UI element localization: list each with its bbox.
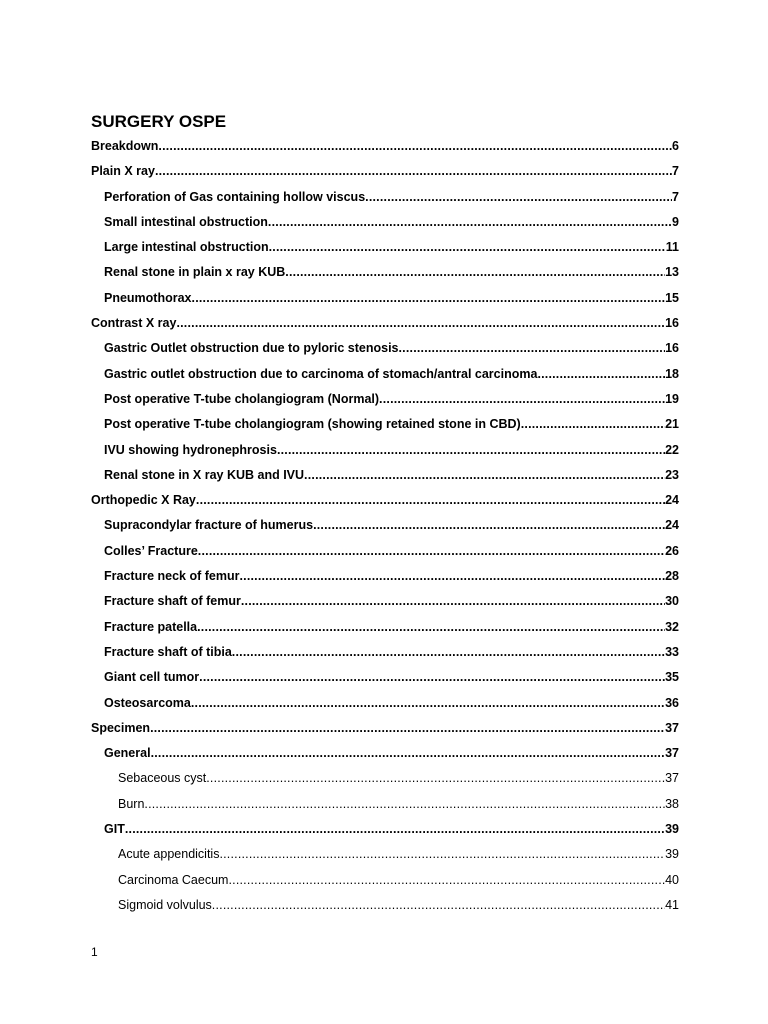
toc-entry-label: Pneumothorax <box>104 290 192 305</box>
toc-entry-label: Osteosarcoma <box>104 695 191 710</box>
toc-entry-page: 23 <box>665 467 679 482</box>
toc-entry-label: Sebaceous cyst <box>118 771 207 786</box>
dot-leader <box>158 134 672 159</box>
dot-leader <box>212 893 665 918</box>
toc-entry-page: 15 <box>665 290 679 305</box>
toc-entry[interactable] <box>91 185 679 210</box>
toc-entry-label: Fracture shaft of tibia <box>104 644 232 659</box>
table-of-contents <box>91 110 679 918</box>
toc-entry-label: Perforation of Gas containing hollow viscus <box>104 189 366 204</box>
toc-entry-page: 18 <box>665 366 679 381</box>
dot-leader <box>365 185 672 210</box>
toc-entry[interactable] <box>91 792 679 817</box>
dot-leader <box>196 488 665 513</box>
dot-leader <box>199 665 665 690</box>
toc-entry-label: Sigmoid volvulus <box>118 897 212 912</box>
toc-list <box>91 134 679 918</box>
dot-leader <box>192 286 666 311</box>
dot-leader <box>144 792 665 817</box>
toc-entry-page: 30 <box>665 594 679 609</box>
toc-entry-page: 37 <box>665 746 679 761</box>
dot-leader <box>197 615 665 640</box>
toc-entry-label: Renal stone in plain x ray KUB <box>104 265 286 280</box>
toc-entry-label: Small intestinal obstruction <box>104 214 268 229</box>
dot-leader <box>228 868 665 893</box>
toc-entry-label: Contrast X ray <box>91 316 177 331</box>
toc-entry[interactable] <box>91 412 679 437</box>
toc-entry-page: 7 <box>672 164 679 179</box>
toc-entry-label: Fracture neck of femur <box>104 569 240 584</box>
toc-entry-page: 32 <box>665 619 679 634</box>
toc-entry[interactable] <box>91 716 679 741</box>
dot-leader <box>125 817 665 842</box>
toc-entry-label: Post operative T-tube cholangiogram (showing retained stone in CBD) <box>104 417 521 432</box>
dot-leader <box>206 766 665 791</box>
toc-entry-page: 16 <box>665 316 679 331</box>
toc-entry-label: Plain X ray <box>91 164 155 179</box>
dot-leader <box>313 513 665 538</box>
toc-entry[interactable] <box>91 868 679 893</box>
toc-entry-page: 37 <box>665 771 679 786</box>
document-title: SURGERY OSPE <box>91 112 227 131</box>
toc-entry[interactable] <box>91 817 679 842</box>
toc-entry[interactable] <box>91 640 679 665</box>
toc-entry-label: Giant cell tumor <box>104 670 200 685</box>
toc-entry[interactable] <box>91 513 679 538</box>
dot-leader <box>269 235 666 260</box>
dot-leader <box>191 691 665 716</box>
toc-entry-label: Acute appendicitis <box>118 847 220 862</box>
toc-entry[interactable] <box>91 438 679 463</box>
toc-entry-page: 28 <box>665 569 679 584</box>
toc-entry-label: Orthopedic X Ray <box>91 493 196 508</box>
toc-entry[interactable] <box>91 564 679 589</box>
toc-entry-page: 21 <box>665 417 679 432</box>
toc-entry-page: 22 <box>665 442 679 457</box>
toc-entry[interactable] <box>91 615 679 640</box>
dot-leader <box>155 159 672 184</box>
dot-leader <box>277 438 665 463</box>
toc-entry-label: Post operative T-tube cholangiogram (Normal) <box>104 391 380 406</box>
toc-entry-label: Fracture shaft of femur <box>104 594 241 609</box>
toc-entry-label: Carcinoma Caecum <box>118 872 229 887</box>
toc-entry-label: Renal stone in X ray KUB and IVU <box>104 467 305 482</box>
toc-entry-page: 37 <box>665 720 679 735</box>
dot-leader <box>232 640 665 665</box>
dot-leader <box>304 463 665 488</box>
toc-entry-label: IVU showing hydronephrosis <box>104 442 277 457</box>
toc-entry[interactable] <box>91 336 679 361</box>
toc-entry[interactable] <box>91 463 679 488</box>
toc-entry-page: 41 <box>665 897 679 912</box>
toc-entry-label: Specimen <box>91 720 151 735</box>
toc-entry-page: 13 <box>665 265 679 280</box>
dot-leader <box>198 539 665 564</box>
toc-entry[interactable] <box>91 741 679 766</box>
toc-entry-page: 24 <box>665 518 679 533</box>
toc-entry-label: Gastric Outlet obstruction due to pyloric stenosis <box>104 341 399 356</box>
toc-entry[interactable] <box>91 893 679 918</box>
toc-entry-page: 9 <box>672 214 679 229</box>
toc-entry-page: 26 <box>665 543 679 558</box>
toc-entry-page: 38 <box>665 796 679 811</box>
toc-entry[interactable] <box>91 488 679 513</box>
dot-leader <box>239 564 665 589</box>
dot-leader <box>537 362 665 387</box>
toc-entry[interactable] <box>91 134 679 159</box>
dot-leader <box>219 842 665 867</box>
toc-entry-page: 11 <box>665 240 679 255</box>
dot-leader <box>241 589 665 614</box>
toc-entry-page: 35 <box>665 670 679 685</box>
toc-entry-page: 7 <box>672 189 679 204</box>
toc-entry-page: 39 <box>665 822 679 837</box>
toc-entry[interactable] <box>91 311 679 336</box>
toc-entry[interactable] <box>91 766 679 791</box>
dot-leader <box>150 716 665 741</box>
toc-entry[interactable] <box>91 387 679 412</box>
dot-leader <box>268 210 672 235</box>
toc-entry-page: 16 <box>665 341 679 356</box>
toc-entry[interactable] <box>91 159 679 184</box>
toc-entry-page: 6 <box>672 139 679 153</box>
toc-entry[interactable] <box>91 210 679 235</box>
toc-entry-label: Burn <box>118 796 145 811</box>
toc-entry-label: GIT <box>104 822 125 837</box>
page-number: 1 <box>91 945 98 959</box>
toc-entry-page: 19 <box>665 391 679 406</box>
toc-entry[interactable] <box>91 260 679 285</box>
toc-entry[interactable] <box>91 539 679 564</box>
toc-entry-page: 24 <box>665 493 679 508</box>
toc-entry[interactable] <box>91 665 679 690</box>
toc-entry-label: Gastric outlet obstruction due to carcinoma of stomach/antral carcinoma <box>104 366 538 381</box>
toc-entry[interactable] <box>91 842 679 867</box>
toc-entry-page: 40 <box>665 872 679 887</box>
toc-entry-label: Breakdown <box>91 139 159 153</box>
dot-leader <box>285 260 665 285</box>
dot-leader <box>176 311 665 336</box>
toc-entry-label: Supracondylar fracture of humerus <box>104 518 314 533</box>
toc-entry[interactable] <box>91 589 679 614</box>
toc-entry-page: 36 <box>665 695 679 710</box>
dot-leader <box>379 387 665 412</box>
dot-leader <box>399 336 666 361</box>
toc-entry-label: Large intestinal obstruction <box>104 240 269 255</box>
toc-entry-page: 39 <box>665 847 679 862</box>
toc-entry-label: Colles’ Fracture <box>104 543 198 558</box>
toc-entry-page: 33 <box>665 644 679 659</box>
toc-entry[interactable] <box>91 362 679 387</box>
toc-entry-label: Fracture patella <box>104 619 198 634</box>
toc-entry[interactable] <box>91 286 679 311</box>
toc-entry[interactable] <box>91 691 679 716</box>
toc-entry-label: General <box>104 746 151 761</box>
dot-leader <box>151 741 666 766</box>
dot-leader <box>521 412 665 437</box>
toc-entry[interactable] <box>91 235 679 260</box>
